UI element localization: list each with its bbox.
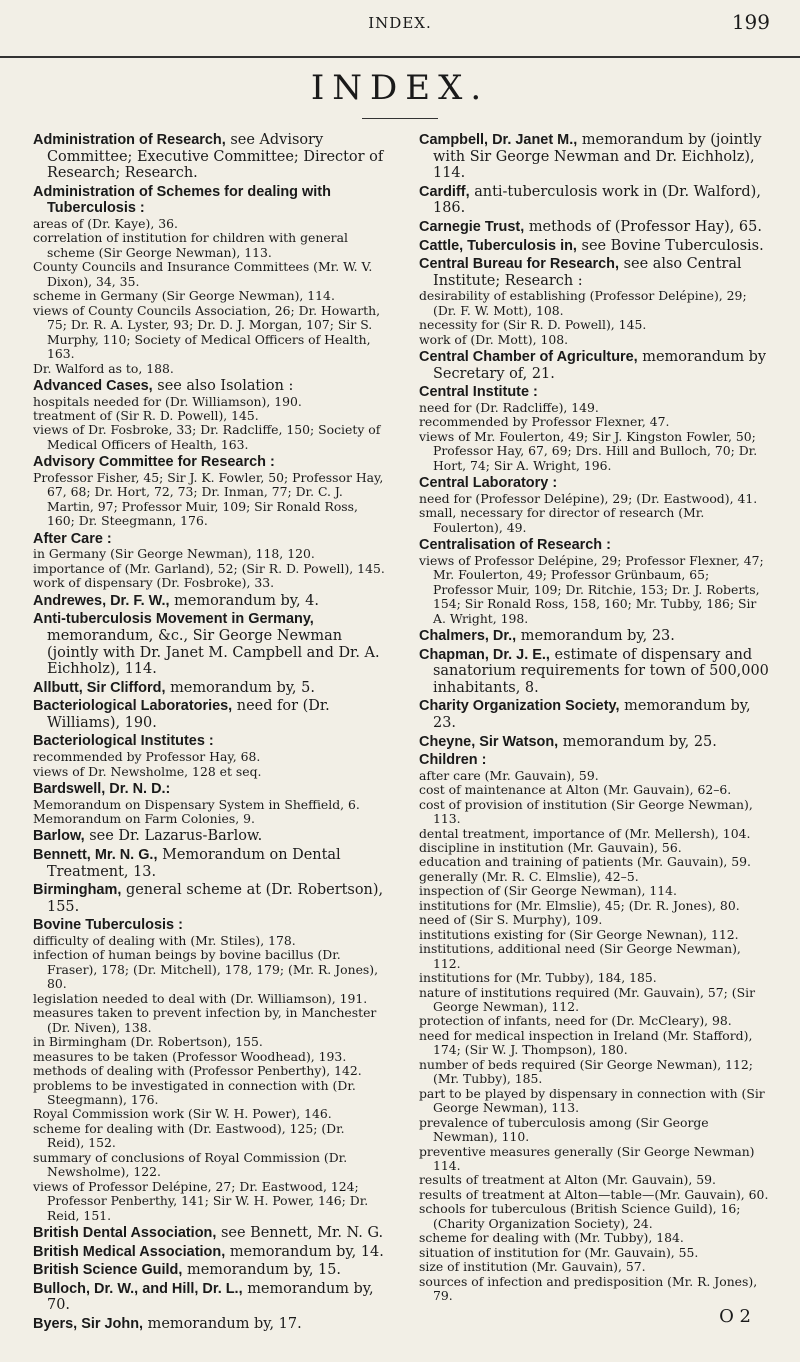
index-subentry: measures to be taken (Professor Woodhead), 193. <box>33 1048 347 1064</box>
index-entry <box>419 132 771 182</box>
index-heading <box>419 184 771 217</box>
index-subentry: Memorandum on Dispensary System in Sheffield, 6. <box>33 796 360 812</box>
index-subentry: need for (Professor Delépine), 29; (Dr. Eastwood), 41. <box>419 490 758 506</box>
heading-term: Advanced Cases, <box>33 377 153 394</box>
heading-term: Advisory Committee for Research : <box>33 454 275 471</box>
index-subentry: preventive measures generally (Sir George Newman) 114. <box>419 1143 755 1173</box>
index-entry <box>33 847 385 880</box>
index-heading <box>419 734 771 751</box>
heading-term: Central Institute : <box>419 384 538 401</box>
heading-reference: see Dr. Lazarus-Barlow. <box>84 828 263 845</box>
index-subentry: Royal Commission work (Sir W. H. Power), 146. <box>33 1106 332 1122</box>
index-heading <box>33 733 385 750</box>
index-entry <box>419 537 771 626</box>
index-entry <box>419 475 771 535</box>
index-entry <box>33 828 385 845</box>
heading-term: Birmingham, <box>33 882 122 899</box>
heading-reference: see Advisory Committee; Executive Committee; Director of Research; Research. <box>47 132 384 182</box>
index-subentry: situation of institution for (Mr. Gauvain), 55. <box>419 1244 699 1260</box>
heading-term: Campbell, Dr. Janet M., <box>419 132 578 148</box>
index-subentry: recommended by Professor Flexner, 47. <box>419 414 670 430</box>
index-heading <box>33 378 385 395</box>
index-entry <box>33 680 385 697</box>
index-subentry: number of beds required (Sir George Newman), 112; (Mr. Tubby), 185. <box>419 1056 753 1087</box>
index-entry <box>33 378 385 452</box>
index-subentry: in Birmingham (Dr. Robertson), 155. <box>33 1034 263 1050</box>
heading-term: Administration of Schemes for dealing with Tuberculosis : <box>33 183 331 217</box>
index-subentry: treatment of (Sir R. D. Powell), 145. <box>33 408 259 423</box>
heading-term: Chalmers, Dr., <box>419 628 517 645</box>
index-heading <box>33 593 385 610</box>
index-heading <box>33 882 385 915</box>
index-subentry: methods of dealing with (Professor Penberthy), 142. <box>33 1063 362 1079</box>
index-entry <box>33 1244 385 1261</box>
index-subentry: protection of infants, need for (Dr. McCleary), 98. <box>419 1013 732 1029</box>
index-heading <box>419 628 771 645</box>
signature-mark: O 2 <box>719 1305 751 1327</box>
index-entry <box>419 349 771 382</box>
heading-reference: memorandum by, 23. <box>433 698 751 731</box>
index-subentry: institutions for (Mr. Elmslie), 45; (Dr. R. Jones), 80. <box>419 897 740 913</box>
index-subentry: importance of (Mr. Garland), 52; (Sir R. D. Powell), 145. <box>33 560 385 576</box>
index-subentry: need of (Sir S. Murphy), 109. <box>419 912 603 928</box>
heading-term: Bennett, Mr. N. G., <box>33 847 158 864</box>
index-subentry: cost of maintenance at Alton (Mr. Gauvain), 62–6. <box>419 782 732 798</box>
heading-term: Bacteriological Institutes : <box>33 733 214 750</box>
heading-term: Central Chamber of Agriculture, <box>419 349 638 366</box>
index-subentry: County Councils and Insurance Committees (Mr. W. V. Dixon), 34, 35. <box>33 259 373 289</box>
heading-term: Bardswell, Dr. N. D.: <box>33 780 171 797</box>
heading-reference: general scheme at (Dr. Robertson), 155. <box>47 882 384 915</box>
heading-reference: memorandum by, 14. <box>225 1243 384 1260</box>
index-subentry: infection of human beings by bovine bacillus (Dr. Fraser), 178; (Dr. Mitchell), 178, 179; (Mr. R. Jones), 80. <box>33 947 379 992</box>
index-subentry: prevalence of tuberculosis among (Sir George Newman), 110. <box>419 1114 709 1145</box>
index-entry <box>33 531 385 591</box>
heading-term: Bovine Tuberculosis : <box>33 917 183 934</box>
heading-reference: estimate of dispensary and sanatorium requirements for town of 500,000 inhabitants, 8. <box>433 646 769 696</box>
index-subentry: hospitals needed for (Dr. Williamson), 190. <box>33 393 302 409</box>
heading-reference: anti-tuberculosis work in (Dr. Walford), 186. <box>433 183 761 217</box>
index-subentry: views of Dr. Newsholme, 128 et seq. <box>33 763 262 779</box>
index-heading <box>419 698 771 731</box>
heading-term: Carnegie Trust, <box>419 218 525 235</box>
index-entry <box>33 882 385 915</box>
index-subentry: views of Professor Delépine, 27; Dr. Eastwood, 124; Professor Penberthy, 141; Sir W. H. Power, 146; Dr. Reid, 151. <box>33 1178 369 1223</box>
index-subentry: inspection of (Sir George Newman), 114. <box>419 883 677 899</box>
heading-term: Charity Organization Society, <box>419 698 620 715</box>
heading-term: Central Laboratory : <box>419 475 558 492</box>
index-entry <box>33 781 385 827</box>
heading-term: Bulloch, Dr. W., and Hill, Dr. L., <box>33 1280 243 1297</box>
index-subentry: desirability of establishing (Professor Delépine), 29; (Dr. F. W. Mott), 108. <box>419 288 747 318</box>
heading-term: Allbutt, Sir Clifford, <box>33 679 166 696</box>
index-heading <box>33 1244 385 1261</box>
index-subentry: views of Professor Delépine, 29; Professor Flexner, 47; Mr. Foulerton, 49; Professor Grünbaum, 65; Professor Muir, 109; Dr. Ritchie, 153; Dr. J. Roberts, 154; Sir Ronald Ross, 158, 160; Mr. Tubby, 186; Sir A. Wright, 198. <box>419 552 764 626</box>
index-heading <box>33 1316 385 1333</box>
index-subentry: need for medical inspection in Ireland (Mr. Stafford), 174; (Sir W. J. Thompson), 180. <box>419 1027 753 1058</box>
heading-term: Cattle, Tuberculosis in, <box>419 237 577 254</box>
index-subentry: institutions, additional need (Sir George Newman), 112. <box>419 941 741 971</box>
index-entry <box>419 628 771 645</box>
heading-term: British Dental Association, <box>33 1225 217 1242</box>
index-subentry: views of Mr. Foulerton, 49; Sir J. Kingston Fowler, 50; Professor Hay, 67, 69; Drs. Hill and Bulloch, 70; Dr. Hort, 74; Sir A. Wright, 196. <box>419 428 758 473</box>
index-heading <box>33 1262 385 1279</box>
index-heading <box>33 1225 385 1242</box>
index-entry <box>33 593 385 610</box>
index-subentry: cost of provision of institution (Sir George Newman), 113. <box>419 796 753 827</box>
heading-term: Bacteriological Laboratories, <box>33 698 233 715</box>
index-column-left <box>33 132 385 1335</box>
index-subentry: scheme for dealing with (Dr. Eastwood), 125; (Dr. Reid), 152. <box>33 1120 345 1151</box>
index-entry <box>33 698 385 731</box>
index-subentry: scheme in Germany (Sir George Newman), 114. <box>33 288 335 304</box>
heading-reference: see also Central Institute; Research : <box>433 256 742 289</box>
index-subentry: institutions existing for (Sir George Newnan), 112. <box>419 926 739 942</box>
index-subentry: education and training of patients (Mr. Gauvain), 59. <box>419 854 751 870</box>
index-entry <box>33 132 385 182</box>
index-column-right <box>419 132 771 1327</box>
index-entry <box>419 184 771 217</box>
heading-term: Anti-tuberculosis Movement in Germany, <box>33 611 314 628</box>
heading-reference: memorandum by, 17. <box>143 1316 302 1333</box>
index-entry <box>33 1225 385 1242</box>
index-heading <box>33 847 385 880</box>
index-entry <box>419 698 771 731</box>
index-entry <box>419 734 771 751</box>
index-heading <box>419 238 771 255</box>
index-heading <box>33 184 385 217</box>
index-heading <box>419 384 771 401</box>
index-entry <box>419 238 771 255</box>
page-number: 199 <box>731 10 770 34</box>
heading-term: British Science Guild, <box>33 1262 183 1279</box>
index-subentry: necessity for (Sir R. D. Powell), 145. <box>419 317 647 333</box>
index-heading <box>33 781 385 798</box>
index-heading <box>33 698 385 731</box>
heading-reference: memorandum by, 15. <box>182 1262 342 1279</box>
heading-term: Cardiff, <box>419 183 470 200</box>
heading-term: Barlow, <box>33 828 85 845</box>
index-subentry: measures taken to prevent infection by, in Manchester (Dr. Niven), 138. <box>33 1005 377 1035</box>
heading-reference: memorandum by, 5. <box>165 679 315 696</box>
index-heading <box>419 256 771 289</box>
heading-term: Chapman, Dr. J. E., <box>419 646 550 663</box>
index-subentry: nature of institutions required (Mr. Gauvain), 57; (Sir George Newman), 112. <box>419 984 755 1015</box>
index-heading <box>33 1281 385 1314</box>
heading-reference: see Bovine Tuberculosis. <box>576 237 764 254</box>
index-subentry: schools for tuberculous (British Science Guild), 16; (Charity Organization Society), 24. <box>419 1201 741 1231</box>
index-subentry: work of dispensary (Dr. Fosbroke), 33. <box>33 575 275 591</box>
index-subentry: need for (Dr. Radcliffe), 149. <box>419 399 599 415</box>
running-head <box>0 6 800 36</box>
index-heading <box>419 537 771 554</box>
header-rule <box>0 56 800 58</box>
heading-term: Andrewes, Dr. F. W., <box>33 592 170 609</box>
index-entry <box>33 1262 385 1279</box>
index-entry <box>419 219 771 236</box>
heading-reference: memorandum by Secretary of, 21. <box>433 349 767 382</box>
index-entry <box>419 752 771 1303</box>
page-title: INDEX. <box>310 68 490 108</box>
heading-reference: see also Isolation : <box>152 377 294 394</box>
index-entry <box>33 454 385 528</box>
index-heading <box>33 611 385 677</box>
index-entry <box>33 611 385 677</box>
heading-term: Byers, Sir John, <box>33 1316 144 1333</box>
index-subentry: recommended by Professor Hay, 68. <box>33 749 261 765</box>
index-heading <box>33 917 385 934</box>
index-subentry: work of (Dr. Mott), 108. <box>419 331 569 347</box>
index-subentry: results of treatment at Alton—table—(Mr. Gauvain), 60. <box>419 1186 769 1202</box>
index-subentry: discipline in institution (Mr. Gauvain), 56. <box>419 840 682 856</box>
heading-term: British Medical Association, <box>33 1243 226 1260</box>
index-subentry: correlation of institution for children with general scheme (Sir George Newman), 113. <box>33 230 348 260</box>
index-heading <box>33 132 385 182</box>
index-subentry: Professor Fisher, 45; Sir J. K. Fowler, 50; Professor Hay, 67, 68; Dr. Hort, 72, 73; Dr. Inman, 77; Dr. C. J. Martin, 97; Professor Muir, 109; Sir Ronald Ross, 160; Dr. Steegmann, 176. <box>33 469 384 529</box>
index-heading <box>33 454 385 471</box>
index-subentry: Dr. Walford as to, 188. <box>33 360 174 376</box>
index-heading <box>419 219 771 236</box>
index-entry <box>33 1316 385 1333</box>
heading-reference: memorandum by (jointly with Sir George Newman and Dr. Eichholz), 114. <box>433 132 762 182</box>
index-subentry: summary of conclusions of Royal Commission (Dr. Newsholme), 122. <box>33 1149 348 1180</box>
index-subentry: in Germany (Sir George Newman), 118, 120. <box>33 546 315 562</box>
heading-reference: memorandum, &c., Sir George Newman (jointly with Dr. Janet M. Campbell and Dr. A. Eichholz), 114. <box>47 627 380 678</box>
index-subentry: views of County Councils Association, 26; Dr. Howarth, 75; Dr. R. A. Lyster, 93; Dr. D. J. Morgan, 107; Sir S. Murphy, 110; Society of Medical Officers of Health, 163. <box>33 302 381 362</box>
index-entry <box>419 384 771 473</box>
index-subentry: dental treatment, importance of (Mr. Mellersh), 104. <box>419 825 751 841</box>
index-heading <box>419 349 771 382</box>
heading-reference: memorandum by, 25. <box>558 733 717 750</box>
running-title: INDEX. <box>368 14 432 32</box>
title-rule <box>362 118 438 119</box>
index-subentry: legislation needed to deal with (Dr. Williamson), 191. <box>33 990 368 1006</box>
heading-reference: memorandum by, 4. <box>169 592 319 609</box>
heading-reference: Memorandum on Dental Treatment, 13. <box>47 847 341 880</box>
index-entry <box>33 1281 385 1314</box>
index-heading <box>33 828 385 845</box>
index-heading <box>419 752 771 769</box>
heading-reference: memorandum by, 70. <box>47 1280 374 1314</box>
index-subentry: results of treatment at Alton (Mr. Gauvain), 59. <box>419 1172 716 1188</box>
heading-reference: methods of (Professor Hay), 65. <box>524 218 762 235</box>
heading-term: Children : <box>419 752 487 769</box>
heading-term: Administration of Research, <box>33 132 226 148</box>
index-subentry: institutions for (Mr. Tubby), 184, 185. <box>419 970 657 986</box>
index-subentry: after care (Mr. Gauvain), 59. <box>419 767 599 783</box>
index-subentry: difficulty of dealing with (Mr. Stiles), 178. <box>33 933 296 949</box>
heading-term: Centralisation of Research : <box>419 537 611 554</box>
index-subentry: Memorandum on Farm Colonies, 9. <box>33 811 255 827</box>
index-subentry: scheme for dealing with (Mr. Tubby), 184. <box>419 1230 684 1246</box>
index-entry <box>33 917 385 1223</box>
index-subentry: small, necessary for director of research (Mr. Foulerton), 49. <box>419 505 705 535</box>
heading-reference: memorandum by, 23. <box>516 628 675 645</box>
index-subentry: generally (Mr. R. C. Elmslie), 42–5. <box>419 868 639 884</box>
index-heading <box>419 647 771 697</box>
index-entry <box>419 647 771 697</box>
index-entry <box>33 733 385 779</box>
heading-term: Cheyne, Sir Watson, <box>419 733 559 750</box>
index-subentry: areas of (Dr. Kaye), 36. <box>33 215 178 231</box>
heading-reference: see Bennett, Mr. N. G. <box>216 1225 384 1242</box>
index-heading <box>419 132 771 182</box>
index-subentry: problems to be investigated in connection with (Dr. Steegmann), 176. <box>33 1077 356 1108</box>
heading-reference: need for (Dr. Williams), 190. <box>47 698 330 731</box>
index-subentry: part to be played by dispensary in connection with (Sir George Newman), 113. <box>419 1085 765 1116</box>
index-heading <box>33 531 385 548</box>
index-entry <box>33 184 385 376</box>
heading-term: Central Bureau for Research, <box>419 256 620 273</box>
index-subentry: sources of infection and predisposition (Mr. R. Jones), 79. <box>419 1273 758 1304</box>
index-heading <box>33 680 385 697</box>
index-subentry: size of institution (Mr. Gauvain), 57. <box>419 1259 646 1275</box>
index-subentry: views of Dr. Fosbroke, 33; Dr. Radcliffe, 150; Society of Medical Officers of Health, 163. <box>33 422 381 452</box>
heading-term: After Care : <box>33 530 112 547</box>
index-entry <box>419 256 771 347</box>
index-heading <box>419 475 771 492</box>
